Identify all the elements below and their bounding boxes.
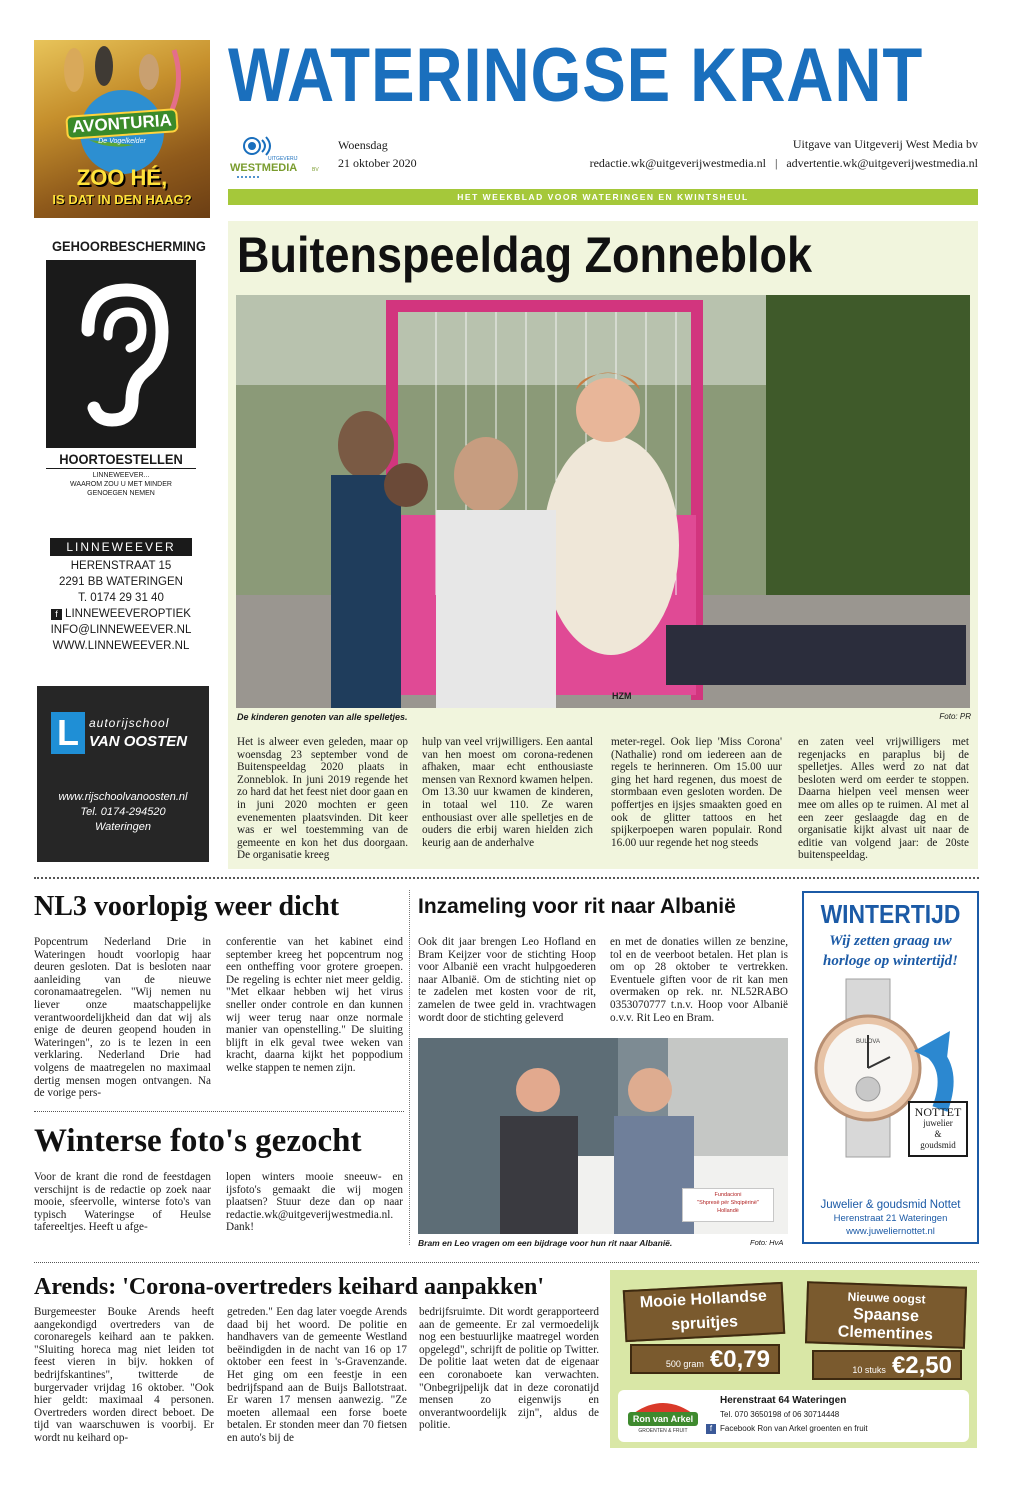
ron-phone: Tel. 070 3650198 of 06 30714448 xyxy=(720,1410,840,1419)
nottet-address: Herenstraat 21 Wateringen xyxy=(833,1213,948,1224)
nottet-website[interactable]: www.juweliernottet.nl xyxy=(846,1226,935,1237)
logo-suffix-text: BV xyxy=(312,167,319,173)
main-photo-caption: De kinderen genoten van alle spelletjes. xyxy=(237,712,408,722)
website[interactable]: WWW.LINNEWEEVER.NL xyxy=(52,640,190,652)
watch-dial-brand: BULOVA xyxy=(856,1039,880,1045)
ad-avonturia[interactable] xyxy=(34,40,210,218)
ad-rijschool-van-oosten[interactable] xyxy=(37,686,209,862)
albanie-col-2: en met de donaties willen ze benzine, tol en de veerboot betalen. Het plan is om op 28 oktober te vertrekken. Eventuele giften voor de rit kan men overmaken op rek. nr. NL52RABO 0353070777 t.n.v. Hoop voor Albanië o.v.v. Rit Leo en Bram. xyxy=(610,936,788,1024)
westmedia-logo xyxy=(228,134,328,184)
column-rule xyxy=(409,890,410,1245)
nottet-title: WINTERTIJD xyxy=(820,899,961,929)
price-clementines: 10 stuks €2,50 xyxy=(812,1350,962,1380)
email-redactie-link[interactable]: redactie.wk@uitgeverijwestmedia.nl xyxy=(589,156,766,170)
nottet-subtitle: Wij zetten graag uw horloge op wintertijd! xyxy=(822,933,959,969)
main-photo xyxy=(236,295,970,708)
driving-l-icon: L xyxy=(51,712,85,754)
arends-col-3: bedrijfsruimte. Dit wordt gerapporteerd aan de gemeente. Er zal vermoedelijk nog een bestuurlijke maatregel worden opgelegd", schrijft de politie op Twitter. De politie laat weten dat de eigenaar een coronaboete kan verwachten. "Onbegrijpelijk dat in deze coronatijd mensen zo eigenwijs en onverantwoordelijk zijn", aldus de politie. xyxy=(419,1306,599,1432)
main-story-col-4: en zaten veel vrijwilligers met regenjacks en paraplus bij de spelletjes. Alles werd zo nat dat besloten werd om eerder te stoppen. Daarna hielpen veel mensen weer mee om alles op te ruimen. Al met al een zeer geslaagde dag en de organisatie kijkt alvast uit naar de editie van volgend jaar: de 20ste buitenspeeldag. xyxy=(798,736,969,862)
ron-logo-name: Ron van Arkel xyxy=(632,1414,694,1424)
albanie-photo xyxy=(418,1038,788,1234)
price-spruitjes: 500 gram €0,79 xyxy=(630,1344,780,1374)
address-line-1: HERENSTRAAT 15 xyxy=(70,560,172,572)
linneweever-brand: LINNEWEEVER xyxy=(50,538,192,556)
email-advertentie-link[interactable]: advertentie.wk@uitgeverijwestmedia.nl xyxy=(786,156,978,170)
albanie-caption: Bram en Leo vragen om een bijdrage voor hun rit naar Albanië. xyxy=(418,1238,673,1248)
driving-phone: Tel. 0174-294520 xyxy=(80,806,166,818)
albanie-sticker: Fundacioni "Shpresë për Shqipërinë" Hollandë xyxy=(682,1188,774,1222)
hearing-top-label: GEHOORBESCHERMING xyxy=(52,238,206,254)
ron-logo xyxy=(624,1394,702,1438)
facebook-icon: f xyxy=(706,1424,716,1434)
main-photo-credit: Foto: PR xyxy=(939,712,971,721)
logo-top-text: UITGEVERIJ xyxy=(268,156,298,162)
ad-ron-van-arkel[interactable] xyxy=(610,1270,977,1448)
main-story-col-3: meter-regel. Ook liep 'Miss Corona' (Nathalie) rond om iedereen aan de regels te herinneren. Om 15.00 uur ging het hard regenen, dus moest de stormbaan even gesloten worden. De poffertjes en ijsjes smaakten goed en ook de glitter tattoos en het spijkerpoepen waren populair. Rond 16.00 uur regende het nog steeds xyxy=(611,736,782,849)
logo-main-text: WESTMEDIA xyxy=(230,162,298,174)
section-divider-bottom xyxy=(34,1262,979,1263)
arends-headline: Arends: 'Corona-overtreders keihard aanpakken' xyxy=(34,1274,545,1300)
winter-col-2: lopen winters mooie sneeuw- en ijsfoto's gemaakt die wij mogen plaatsen? Stuur deze dan op naar redactie.wk@uitgeverijwestmedia.nl. Dank! xyxy=(226,1171,403,1234)
photo-sign: HZM xyxy=(612,691,632,701)
nottet-logo-box: NOTTET juwelier & goudsmid xyxy=(908,1101,968,1157)
driving-line-2: VAN OOSTEN xyxy=(89,733,188,750)
hearing-bottom-label: HOORTOESTELLEN xyxy=(59,451,183,467)
linneweever-contact xyxy=(50,558,192,654)
section-divider xyxy=(34,877,979,879)
nottet-name: Juwelier & goudsmid Nottet xyxy=(820,1199,961,1211)
avonturia-slogan-1: ZOO HÉ, xyxy=(76,165,168,190)
albanie-col-1: Ook dit jaar brengen Leo Hofland en Bram Keijzer voor de stichting Hoop voor Albanië een vracht hulpgoederen naar Albanië. Om de stichting niet op te zadelen met kosten voor de rit, zamelen de twee geld in. vrachtwagen wordt door de stichting geleverd xyxy=(418,936,596,1024)
albanie-credit: Foto: HvA xyxy=(750,1238,784,1247)
tagline-bar: HET WEEKBLAD VOOR WATERINGEN EN KWINTSHEUL xyxy=(228,189,978,205)
issue-date: 21 oktober 2020 xyxy=(338,156,417,170)
hearing-text: LINNEWEEVER... WAAROM ZOU U MET MINDER GENOEGEN NEMEN xyxy=(70,472,172,497)
nl3-col-2: conferentie van het kabinet eind september kreeg het popcentrum nog een ontheffing voor grotere groepen. De regeling is echter niet meer geldig. "Met elkaar hebben wij het virus sneller onder controle en dan kunnen wij weer terug naar onze normale manier van openstelling." De sluiting blijft in elk geval twee weken van kracht, daarna kijkt het poppodium welke stappen te nemen zijn. xyxy=(226,936,403,1074)
address-line-2: 2291 BB WATERINGEN xyxy=(59,576,183,588)
email[interactable]: INFO@LINNEWEEVER.NL xyxy=(50,624,192,636)
nl3-col-1: Popcentrum Nederland Drie in Wateringen houdt voorlopig haar deuren gesloten. Dat is besloten naar aanleiding van de nieuwe coronamaatregelen. "Wij nemen nu liever onze maatschappelijke verantwoordelijkheid dan dat wij als enige de deuren geopend houden in Wateringen", zo is te lezen in een verklaring. Nederland Drie had volgens de maatregelen no maximaal dertig mensen mogen ontvangen. Na de vorige pers- xyxy=(34,936,211,1100)
main-story-col-1: Het is alweer even geleden, maar op woensdag 23 september vond de Buitenspeeldag 2020 plaats in Zonneblok. In juni 2019 regende het zo hard dat het feest niet door gaan en in juni 2020 mochten er geen evenementen plaatsvinden. Dit keer was er wel toestemming van de gemeente en kon het dus doorgaan. De organisatie kreeg xyxy=(237,736,408,862)
winter-col-1: Voor de krant die rond de feestdagen verschijnt is de redactie op zoek naar mooie, sfeervolle, winterse foto's van typisch Wateringse of Heulse tafereeltjes. Heeft u afge- xyxy=(34,1171,211,1234)
main-story-col-2: hulp van veel vrijwilligers. Een aantal van hen moest om corona-redenen afhaken, maar echt enthousiaste mensen van Rexnord kwamen helpen. Om 13.30 uur kwamen de kinderen, in totaal wel 110. Ze waren enthousiast over alle spelletjes en de ouders die erbij waren hielden zich keurig aan de anderhalve xyxy=(422,736,593,849)
board-spruitjes: Mooie Hollandse spruitjes xyxy=(623,1282,786,1342)
hearing-divider xyxy=(46,468,196,469)
winter-headline: Winterse foto's gezocht xyxy=(34,1123,362,1159)
nottet-contact xyxy=(804,1199,977,1238)
contact-line xyxy=(590,156,978,171)
issue-day: Woensdag xyxy=(338,138,388,152)
ear-icon xyxy=(46,260,196,448)
main-headline: Buitenspeeldag Zonneblok xyxy=(237,227,813,283)
ron-facebook[interactable]: f Facebook Ron van Arkel groenten en fruit xyxy=(706,1424,868,1434)
masthead-title: WATERINGSE KRANT xyxy=(228,33,924,118)
driving-contact xyxy=(37,790,209,835)
publisher-line: Uitgave van Uitgeverij West Media bv xyxy=(792,137,978,151)
facebook-icon: f xyxy=(51,609,62,620)
board-clementines: Nieuwe oogst Spaanse Clementines xyxy=(805,1281,967,1349)
avonturia-sub: De Vogelkelder xyxy=(98,138,146,145)
avonturia-slogan-2: IS DAT IN DEN HAAG? xyxy=(52,192,192,207)
arends-col-1: Burgemeester Bouke Arends heeft aangekondigd overtreders van de coronaregels keihard aan te pakken. "Sluiting horeca mag niet leiden tot feest vieren in bijv. hokken of bedrijfskantines", twitterde de burgervader vrijdag 16 oktober. "Ook hier geldt: maximaal 4 personen. Overtreders worden direct beboet. De tijd van waarschuwen is voorbij. Er wordt nu keihard op- xyxy=(34,1306,214,1444)
driving-line-1: autorijschool xyxy=(89,716,170,730)
ron-logo-sub: GROENTEN & FRUIT xyxy=(638,1428,688,1434)
section-divider-small xyxy=(34,1111,404,1112)
contact-separator: | xyxy=(774,156,778,170)
avonturia-brand: AVONTURIA xyxy=(65,108,178,140)
nl3-headline: NL3 voorlopig weer dicht xyxy=(34,891,340,922)
ad-linneweever[interactable] xyxy=(46,232,206,662)
phone: T. 0174 29 31 40 xyxy=(78,592,164,604)
ad-nottet[interactable] xyxy=(802,891,979,1244)
driving-website[interactable]: www.rijschoolvanoosten.nl xyxy=(58,791,188,803)
albanie-headline: Inzameling voor rit naar Albanië xyxy=(418,895,736,918)
facebook-line[interactable]: f LINNEWEEVEROPTIEK xyxy=(50,606,192,622)
arends-col-2: getreden." Een dag later voegde Arends daad bij het woord. De politie en handhavers van de gemeente Westland beëindigden in de nacht van 16 op 17 oktober een feest in 's-Gravenzande. Het ging om een feestje in een bedrijfspand aan de Buijs Ballotstraat. Er waren 17 mensen aanwezig. "Ze moeten allemaal een forse boete betalen. Er stonden meer dan 70 fietsen en auto's bij de xyxy=(227,1306,407,1444)
driving-place: Wateringen xyxy=(94,821,152,833)
ron-address: Herenstraat 64 Wateringen xyxy=(720,1395,847,1406)
